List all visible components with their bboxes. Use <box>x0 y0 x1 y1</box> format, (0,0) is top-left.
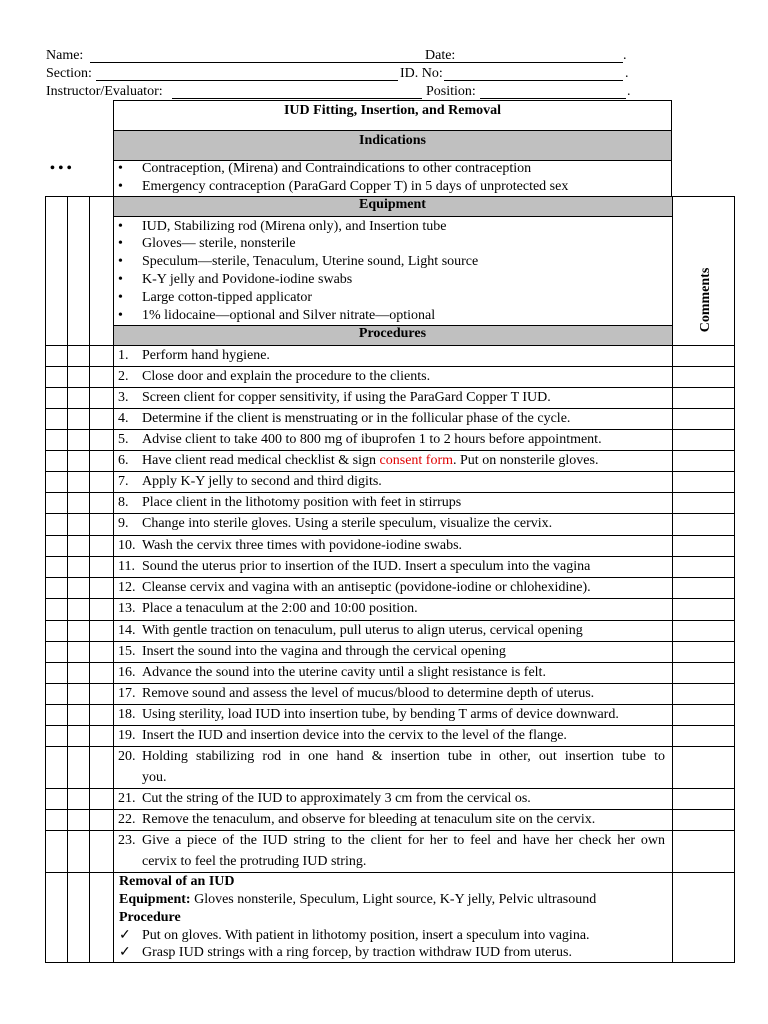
indication-item: Contraception, (Mirena) and Contraindications to other contraception <box>142 161 532 176</box>
indications-heading: Indications <box>359 133 426 148</box>
step-text: Place a tenaculum at the 2:00 and 10:00 position. <box>142 601 418 616</box>
date-period: . <box>623 48 627 63</box>
step-text: Perform hand hygiene. <box>142 348 270 363</box>
step-text: Holding stabilizing rod in one hand & insertion tube in other, out insertion tube to <box>142 749 665 764</box>
header-row-instructor <box>46 83 646 100</box>
position-period: . <box>627 84 631 99</box>
step-text-part: Have client read medical checklist & sign <box>142 453 380 468</box>
step-text-part: . Put on nonsterile gloves. <box>453 453 599 468</box>
step-text: Give a piece of the IUD string to the client for her to feel and have her check her own <box>142 833 665 848</box>
step-number: 12. <box>118 580 136 595</box>
step-text: Cut the string of the IUD to approximately 3 cm from the cervical os. <box>142 791 531 806</box>
header-row-section <box>46 65 646 82</box>
step-number: 13. <box>118 601 136 616</box>
removal-item: Grasp IUD strings with a ring forcep, by traction withdraw IUD from uterus. <box>142 945 573 960</box>
equipment-item: K-Y jelly and Povidone-iodine swabs <box>142 272 353 287</box>
step-number: 18. <box>118 707 136 722</box>
grid-col-2 <box>89 196 90 963</box>
check-icon: ✓ <box>119 945 131 960</box>
bullet-icon: • <box>118 254 123 269</box>
step-number: 6. <box>118 453 129 468</box>
step-number: 23. <box>118 833 136 848</box>
step-text: Advise client to take 400 to 800 mg of ibuprofen 1 to 2 hours before appointment. <box>142 432 602 447</box>
step-number: 3. <box>118 390 129 405</box>
equipment-heading: Equipment <box>359 197 426 212</box>
step-text: Screen client for copper sensitivity, if using the ParaGard Copper T IUD. <box>142 390 551 405</box>
id-label: ID. No: <box>400 66 443 81</box>
step-number: 9. <box>118 516 129 531</box>
step-text: Apply K-Y jelly to second and third digits. <box>142 474 382 489</box>
grid-col-1 <box>67 196 68 963</box>
bullet-icon: • <box>118 219 123 234</box>
removal-equipment-text: Gloves nonsterile, Speculum, Light source, K-Y jelly, Pelvic ultrasound <box>190 892 597 907</box>
step-text-continued: cervix to feel the protruding IUD string. <box>142 854 367 869</box>
step-number: 20. <box>118 749 136 764</box>
indication-item: Emergency contraception (ParaGard Copper T) in 5 days of unprotected sex <box>142 179 569 194</box>
equipment-item: Gloves— sterile, nonsterile <box>142 236 296 251</box>
position-label: Position: <box>426 84 476 99</box>
name-label: Name: <box>46 48 84 63</box>
equipment-item: Speculum—sterile, Tenaculum, Uterine sound, Light source <box>142 254 479 269</box>
position-field[interactable] <box>480 98 626 99</box>
step-text: Remove the tenaculum, and observe for bleeding at tenaculum site on the cervix. <box>142 812 596 827</box>
procedures-heading: Procedures <box>358 326 427 341</box>
equipment-item: IUD, Stabilizing rod (Mirena only), and Insertion tube <box>142 219 447 234</box>
step-number: 15. <box>118 644 136 659</box>
id-period: . <box>625 66 629 81</box>
bullet-icon: • <box>118 308 123 323</box>
step-number: 14. <box>118 623 136 638</box>
bullet-icon: • <box>118 161 123 176</box>
step-number: 4. <box>118 411 129 426</box>
step-text: Cleanse cervix and vagina with an antiseptic (povidone-iodine or chlohexidine). <box>142 580 591 595</box>
step-text: Sound the uterus prior to insertion of the IUD. Insert a speculum into the vagina <box>142 559 591 574</box>
step-number: 16. <box>118 665 136 680</box>
step-text: Remove sound and assess the level of mucus/blood to determine depth of uterus. <box>142 686 595 701</box>
indications-side-dots: • • • <box>50 161 72 176</box>
check-icon: ✓ <box>119 928 131 943</box>
step-number: 22. <box>118 812 136 827</box>
bullet-icon: • <box>118 272 123 287</box>
bullet-icon: • <box>118 179 123 194</box>
bullet-icon: • <box>118 236 123 251</box>
step-number: 5. <box>118 432 129 447</box>
equipment-item: Large cotton-tipped applicator <box>142 290 313 305</box>
date-field[interactable] <box>455 62 623 63</box>
bullet-icon: • <box>118 290 123 305</box>
step-number: 19. <box>118 728 136 743</box>
step-number: 7. <box>118 474 129 489</box>
step-text: Advance the sound into the uterine cavity until a slight resistance is felt. <box>142 665 546 680</box>
step-text-continued: you. <box>142 770 167 785</box>
removal-equipment <box>119 891 596 909</box>
step-text: Insert the sound into the vagina and through the cervical opening <box>142 644 506 659</box>
step-text: Place client in the lithotomy position with feet in stirrups <box>142 495 462 510</box>
step-text: Wash the cervix three times with povidone-iodine swabs. <box>142 538 463 553</box>
step-text: Insert the IUD and insertion device into the cervix to the level of the flange. <box>142 728 567 743</box>
form-title: IUD Fitting, Insertion, and Removal <box>283 103 501 118</box>
section-field[interactable] <box>96 80 398 81</box>
comments-label: Comments <box>698 267 713 333</box>
grid-right-border <box>734 196 735 963</box>
step-text: With gentle traction on tenaculum, pull uterus to align uterus, cervical opening <box>142 623 583 638</box>
grid-col-4 <box>672 196 673 963</box>
removal-heading: Removal of an IUD <box>119 874 235 889</box>
step-text: Change into sterile gloves. Using a sterile speculum, visualize the cervix. <box>142 516 553 531</box>
step-number: 10. <box>118 538 136 553</box>
step-text: Close door and explain the procedure to the clients. <box>142 369 431 384</box>
equipment-item: 1% lidocaine—optional and Silver nitrate—optional <box>142 308 436 323</box>
grid-bottom <box>45 962 735 963</box>
consent-form-link[interactable]: consent form <box>379 453 454 468</box>
grid-col-3 <box>113 196 114 963</box>
step-number: 17. <box>118 686 136 701</box>
step-text: Using sterility, load IUD into insertion tube, by bending T arms of device downward. <box>142 707 619 722</box>
removal-procedure-label: Procedure <box>119 910 181 925</box>
step-text <box>142 450 665 471</box>
equipment-heading-bottom <box>113 216 672 217</box>
step-number: 8. <box>118 495 129 510</box>
removal-equipment-label: Equipment: <box>119 892 191 907</box>
header-row-name <box>46 47 646 64</box>
grid-left-border <box>45 196 46 963</box>
step-number: 21. <box>118 791 136 806</box>
removal-item: Put on gloves. With patient in lithotomy position, insert a speculum into vagina. <box>142 928 590 943</box>
id-field[interactable] <box>444 80 623 81</box>
step-text: Determine if the client is menstruating or in the follicular phase of the cycle. <box>142 411 571 426</box>
instructor-label: Instructor/Evaluator: <box>46 84 163 99</box>
name-field[interactable] <box>90 62 470 63</box>
instructor-field[interactable] <box>172 98 422 99</box>
step-number: 1. <box>118 348 129 363</box>
date-label: Date: <box>425 48 456 63</box>
step-number: 2. <box>118 369 129 384</box>
step-number: 11. <box>118 559 135 574</box>
section-label: Section: <box>46 66 92 81</box>
